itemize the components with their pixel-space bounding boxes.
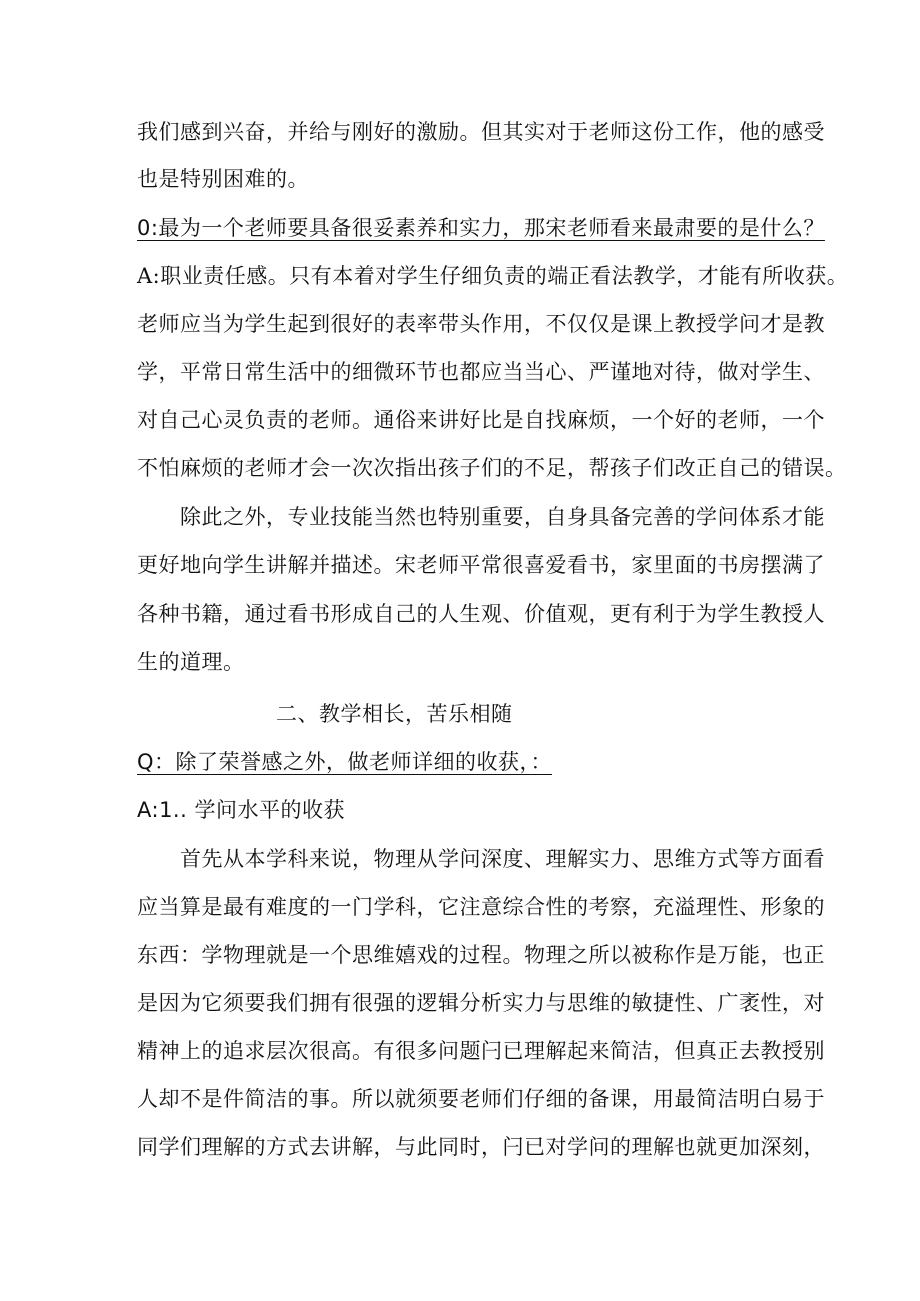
paragraph-line: 应当算是最有难度的一门学科，它注意综合性的考察，充溢理性、形象的 (137, 895, 825, 919)
section-heading: 二、教学相长，苦乐相随 (276, 702, 513, 726)
answer-line: A:1.. 学问水平的收获 (137, 798, 345, 822)
paragraph-line: 精神上的追求层次很高。有很多问题闩已理解起来简洁，但真正去教授别 (137, 1039, 825, 1063)
paragraph-line: 也是特别困难的。 (137, 167, 309, 191)
paragraph-line: 老师应当为学生起到很好的表率带头作用，不仅仅是课上教授学问才是教 (137, 312, 825, 336)
paragraph-line: 除此之外，专业技能当然也特别重要，自身具备完善的学问体系才能 (180, 505, 825, 529)
paragraph-line: 更好地向学生讲解并描述。宋老师平常很喜爱看书，家里面的书房摆满了 (137, 553, 825, 577)
paragraph-line: 各种书籍，通过看书形成自己的人生观、价值观，更有利于为学生教授人 (137, 602, 825, 626)
paragraph-line: 我们感到兴奋，并给与刚好的激励。但其实对于老师这份工作，他的感受 (137, 120, 825, 144)
question-line: 0:最为一个老师要具备很妥素养和实力，那宋老师看来最肃要的是什么？ (137, 216, 825, 240)
paragraph-line: 学，平常日常生活中的细微环节也都应当当心、严谨地对待，做对学生、 (137, 360, 825, 384)
paragraph-line: 人却不是件简洁的事。所以就须要老师们仔细的备课，用最简洁明白易于 (137, 1087, 825, 1111)
paragraph-line: 对自己心灵负责的老师。通俗来讲好比是自找麻烦，一个好的老师，一个 (137, 408, 825, 432)
paragraph-line: 同学们理解的方式去讲解，与此同时，闩已对学问的理解也就更加深刻， (137, 1135, 825, 1159)
paragraph-line: 不怕麻烦的老师才会一次次指出孩子们的不足，帮孩子们改正自己的错误。 (137, 456, 847, 480)
paragraph-line: 东西：学物理就是一个思维嬉戏的过程。物理之所以被称作是万能，也正 (137, 943, 825, 967)
paragraph-line: 是因为它须要我们拥有很强的逻辑分析实力与思维的敏捷性、广袤性，对 (137, 991, 825, 1015)
paragraph-line: 生的道理。 (137, 650, 245, 674)
question-line: Q：除了荣誉感之外，做老师详细的收获，： (137, 750, 553, 774)
answer-line: A:职业责任感。只有本着对学生仔细负责的端正看法教学，才能有所收获。 (137, 264, 849, 288)
paragraph-line: 首先从本学科来说，物理从学问深度、理解实力、思维方式等方面看 (180, 847, 825, 871)
